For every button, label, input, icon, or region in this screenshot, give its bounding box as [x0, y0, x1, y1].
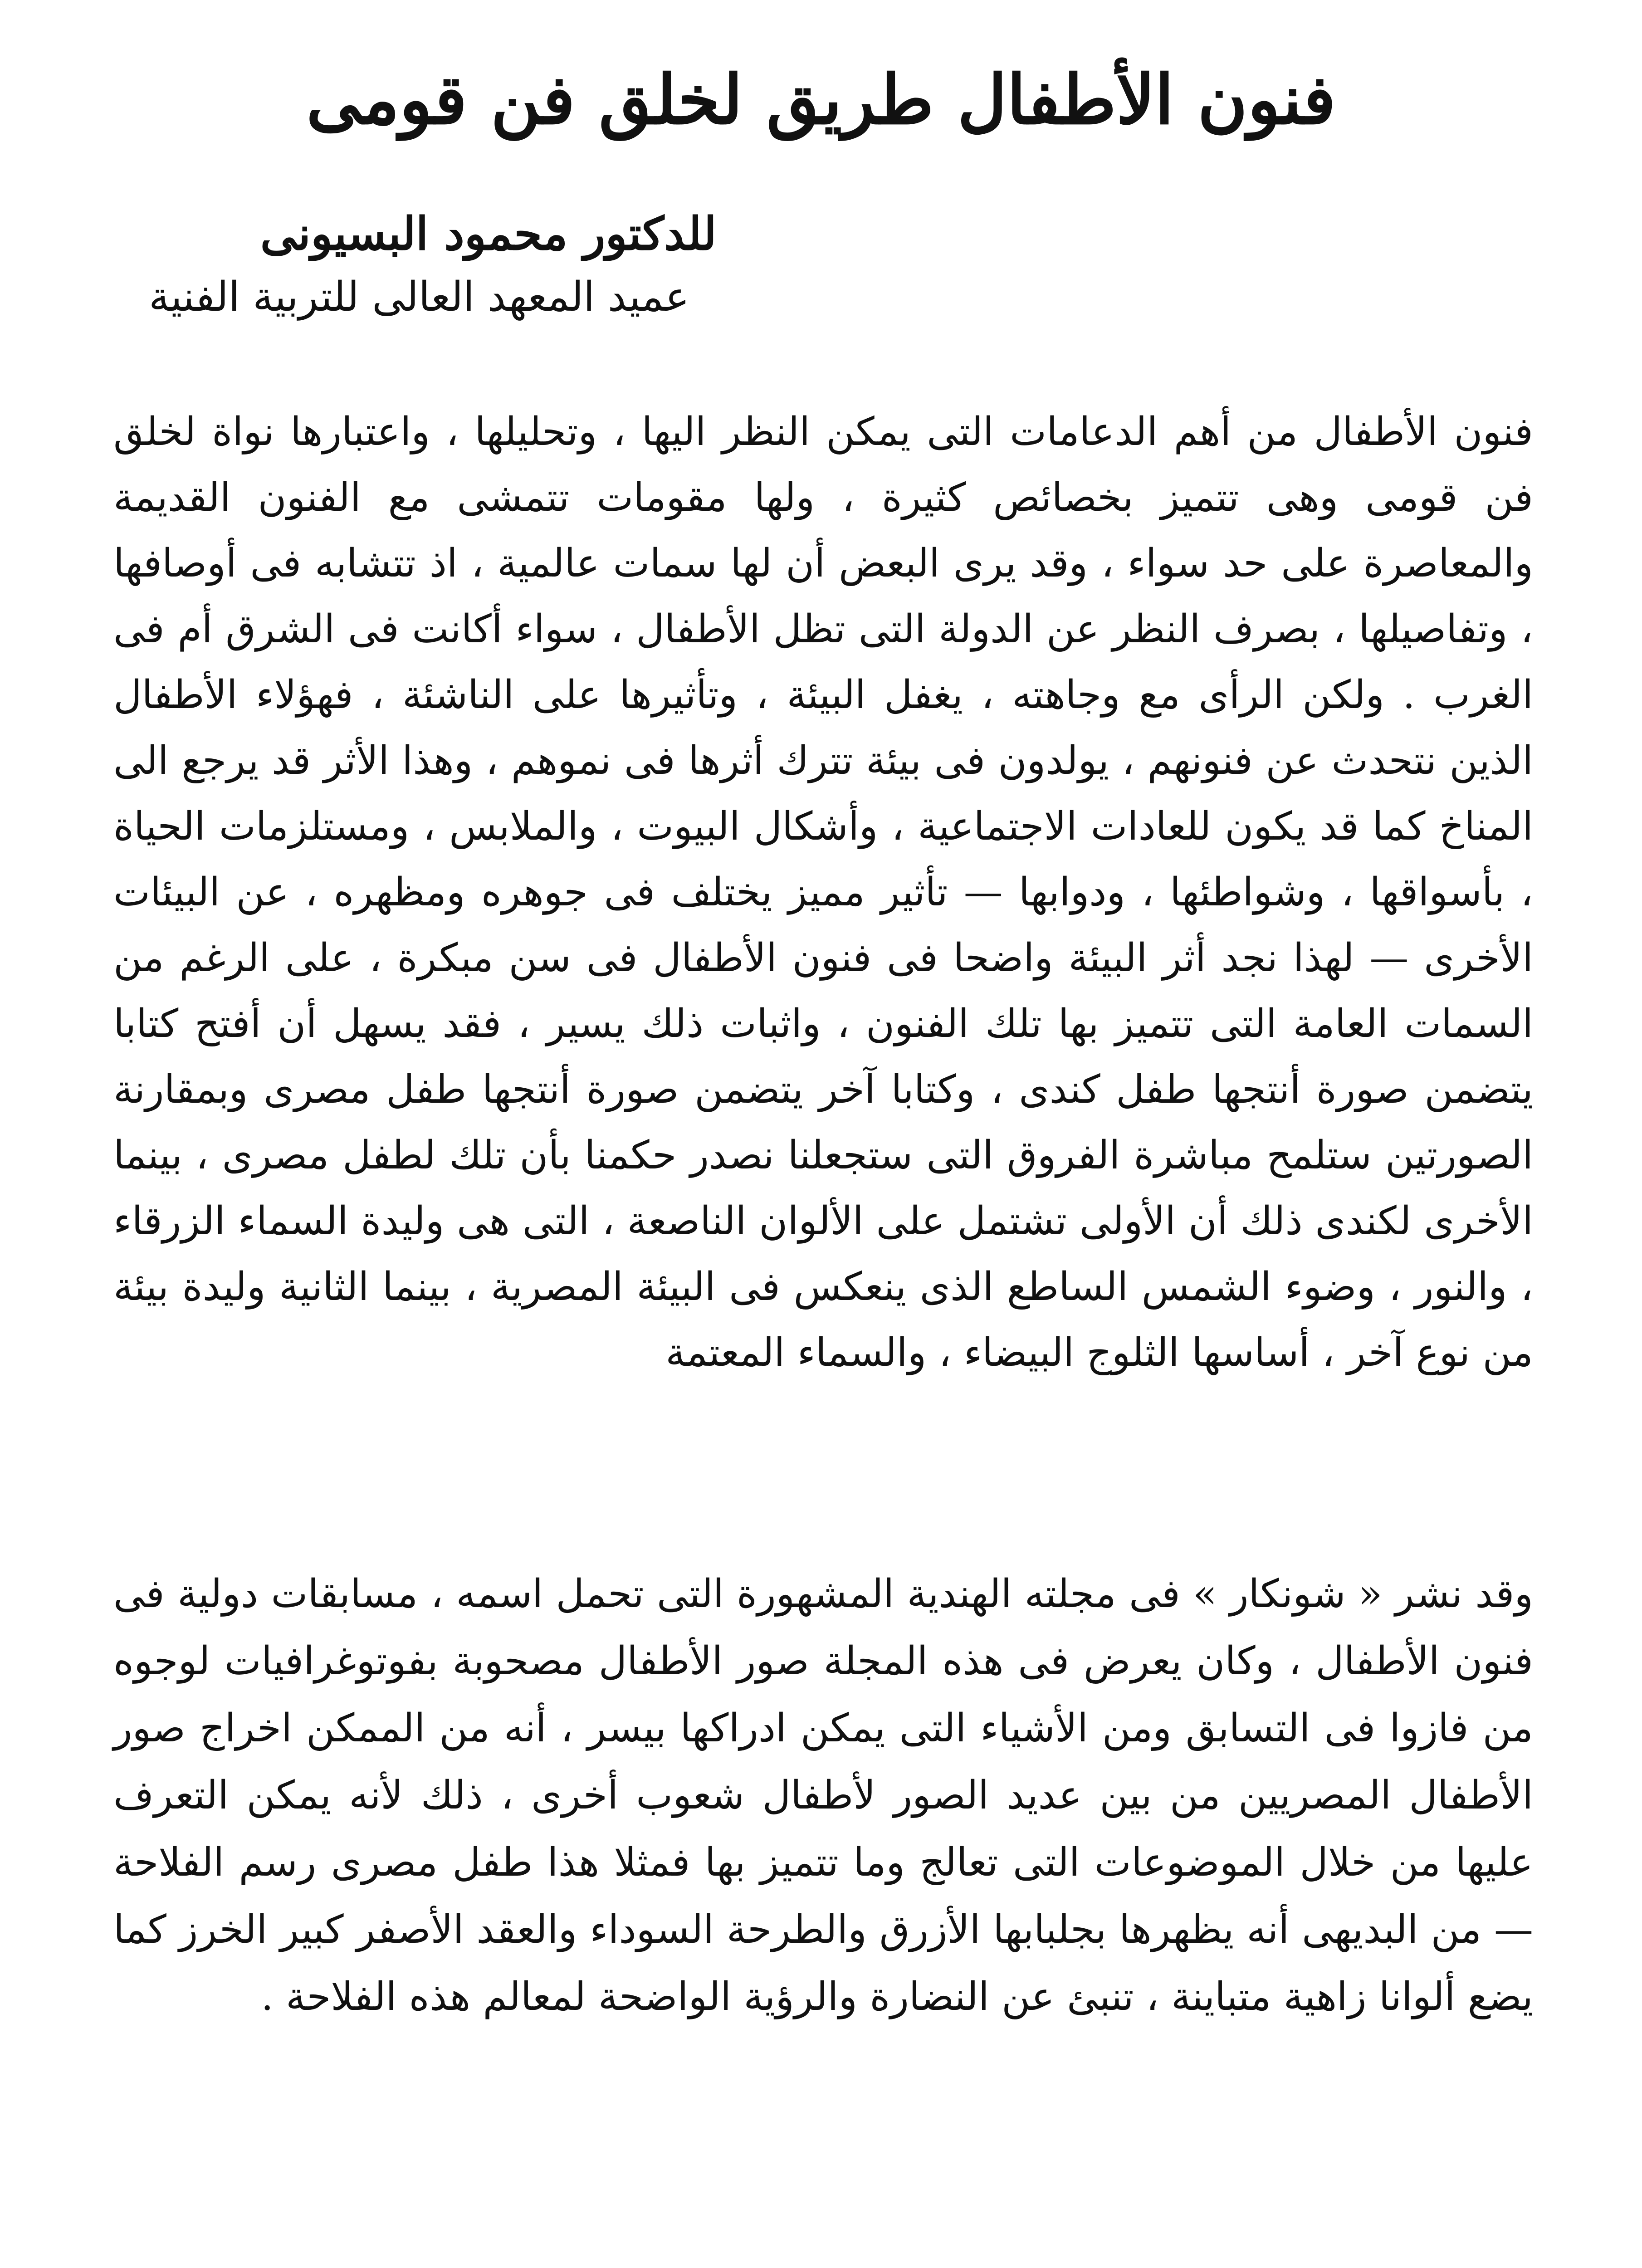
author-affiliation: عميد المعهد العالى للتربية الفنية — [149, 273, 689, 321]
author-name: للدكتور محمود البسيونى — [260, 207, 717, 260]
article-title: فنون الأطفال طريق لخلق فن قومى — [306, 60, 1336, 140]
body-paragraph: وقد نشر « شونكار » فى مجلته الهندية المشهورة التى تحمل اسمه ، مسابقات دولية فى فنون الأطفال ، وكان يعرض فى هذه المجلة صور الأطفال مصحوبة بفوتوغرافيات لوجوه من فازوا فى التسابق ومن الأشياء التى يمكن ادراكها بيسر ، أنه من الممكن اخراج صور الأطفال المصريين من بين عديد الصور لأطفال شعوب أخرى ، ذلك لأنه يمكن التعرف عليها من خلال الموضوعات التى تعالج وما تتميز بها فمثلا هذا طفل مصرى رسم الفلاحة — من البديهى أنه يظهرها بجلبابها الأزرق والطرحة السوداء والعقد الأصفر كبير الخرز كما يضع ألوانا زاهية متباينة ، تنبئ عن النضارة والرؤية الواضحة لمعالم هذه الفلاحة . — [113, 1571, 1534, 2019]
body-paragraph: فنون الأطفال من أهم الدعامات التى يمكن النظر اليها ، وتحليلها ، واعتبارها نواة لخلق فن قومى وهى تتميز بخصائص كثيرة ، ولها مقومات تتمشى مع الفنون القديمة والمعاصرة على حد سواء ، وقد يرى البعض أن لها سمات عالمية ، اذ تتشابه فى أوصافها ، وتفاصيلها ، بصرف النظر عن الدولة التى تظل الأطفال ، سواء أكانت فى الشرق أم فى الغرب . ولكن الرأى مع وجاهته ، يغفل البيئة ، وتأثيرها على الناشئة ، فهؤلاء الأطفال الذين نتحدث عن فنونهم ، يولدون فى بيئة تترك أثرها فى نموهم ، وهذا الأثر قد يرجع الى المناخ كما قد يكون للعادات الاجتماعية ، وأشكال البيوت ، والملابس ، ومستلزمات الحياة ، بأسواقها ، وشواطئها ، ودوابها — تأثير مميز يختلف فى جوهره ومظهره ، عن البيئات الأخرى — لهذا نجد أثر البيئة واضحا فى فنون الأطفال فى سن مبكرة ، على الرغم من السمات العامة التى تتميز بها تلك الفنون ، واثبات ذلك يسير ، فقد يسهل أن أفتح كتابا يتضمن صورة أنتجها طفل كندى ، وكتابا آخر يتضمن صورة أنتجها طفل مصرى وبمقارنة الصورتين ستلمح مباشرة الفروق التى ستجعلنا نصدر حكمنا بأن تلك لطفل مصرى ، بينما الأخرى لكندى ذلك أن الأولى تشتمل على الألوان الناصعة ، التى هى وليدة السماء الزرقاء ، والنور ، وضوء الشمس الساطع الذى ينعكس فى البيئة المصرية ، بينما الثانية وليدة بيئة من نوع آخر ، أساسها الثلوج البيضاء ، والسماء المعتمة — [113, 409, 1534, 1375]
